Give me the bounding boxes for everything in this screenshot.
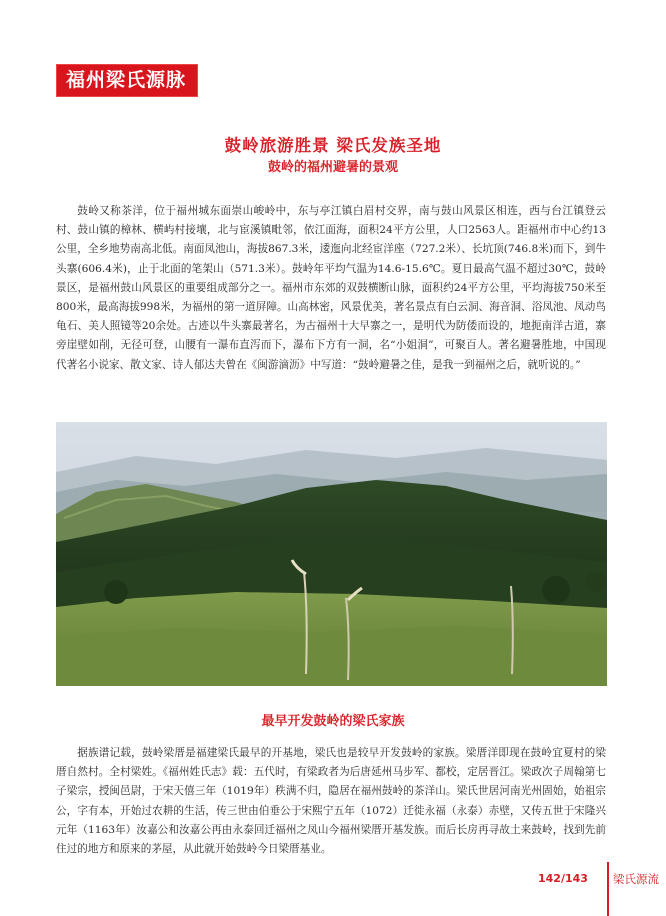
intro-text-block [56, 202, 606, 375]
article-title: 鼓岭旅游胜景 梁氏发族圣地 [224, 136, 442, 155]
footer-section-label: 梁氏源流 [613, 872, 659, 886]
article-subtitle: 鼓岭的福州避暑的景观 [267, 160, 398, 175]
mountain-landscape-photo [56, 422, 607, 686]
section-heading: 最早开发鼓岭的梁氏家族 [261, 714, 405, 729]
history-text-block [56, 744, 606, 859]
history-paragraph: 据族谱记载，鼓岭梁厝是福建梁氏最早的开基地，梁氏也是较早开发鼓岭的家族。梁厝洋即现在鼓岭宜夏村的梁厝自然村。全村梁姓。《福州姓氏志》载：五代时，有梁政者为后唐延州马步军、都校，定居晋江。梁政次子周翰第七子梁宗，授闽邑尉，于宋天僖三年（1019年）秩满不归，隐居在福州鼓岭的茶洋山。梁氏世居河南光州固始，始祖宗公，字有本，开始过农耕的生活，传三世由伯垂公于宋熙宁五年（1072）迁徙永福（永泰）赤壁，又传五世于宋隆兴元年（1163年）汝嘉公和汝嘉公再由永泰回迁福州之凤山今福州梁厝开基发族。而后长房再寻故土来鼓岭，找到先前住过的地方和原来的茅屋，从此就开始鼓岭今日梁厝基业。 [56, 747, 606, 856]
page-number: 142/143 [538, 872, 588, 885]
footer-divider [607, 862, 609, 916]
intro-paragraph: 鼓岭又称茶洋，位于福州城东面崇山峻岭中，东与亭江镇白眉村交界，南与鼓山风景区相连，西与台江镇登云村、鼓山镇的樟林、横屿村接壤，北与宦溪镇毗邻，依江面海，面积24平方公里，人口2563人。距福州市中心约13公里，全乡地势南高北低。南面凤池山，海拔867.3米，逶迤向北经宦洋座（727.2米）、长坑顶(746.8米)而下，到牛头寨(606.4米)，止于北面的笔架山（571.3米）。鼓岭年平均气温为14.6-15.6℃。夏日最高气温不超过30℃，鼓岭景区，是福州鼓山风景区的重要组成部分之一。福州市东郊的双鼓横断山脉，面积约24平方公里，平均海拔750米至800米，最高海拔998米，为福州的第一道屏障。山高林密，风景优美，著名景点有白云洞、海音洞、浴凤池、凤动鸟龟石、美人照镜等20余处。古迹以牛头寨最著名，为古福州十大早寨之一，是明代为防倭而设的，地扼南洋古道，寨旁崖壁如削，无径可登，山腰有一瀑布直泻而下，瀑布下方有一洞，名“小姐洞”，可聚百人。著名避暑胜地，中国现代著名小说家、散文家、诗人郁达夫曾在《闽游滴沥》中写道：“鼓岭避暑之佳，是我一到福州之后，就听说的。” [56, 205, 606, 371]
section-banner: 福州梁氏源脉 [56, 64, 198, 97]
